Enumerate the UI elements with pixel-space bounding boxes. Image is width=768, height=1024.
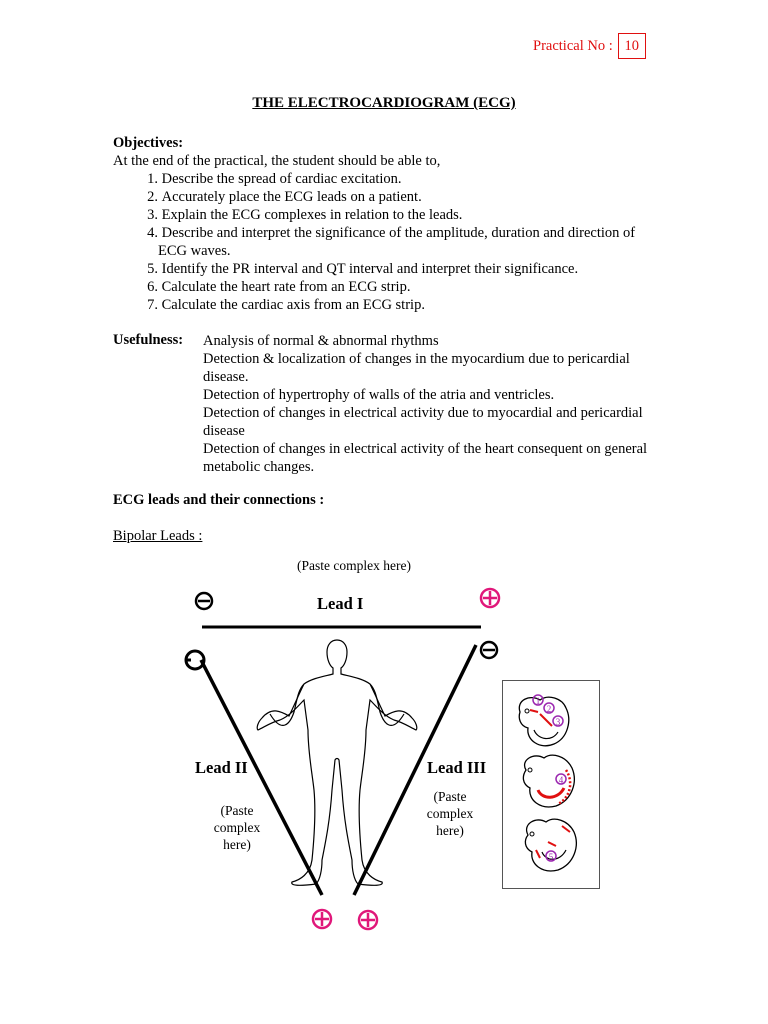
usefulness-item: Detection of changes in electrical activity due to myocardial and pericardial disease [203,405,643,439]
objective-item: 1. Describe the spread of cardiac excitation. [147,171,402,187]
negative-electrode-top-left [196,593,212,609]
usefulness-item: Detection of changes in electrical activity of the heart consequent on general metabolic changes. [203,441,648,475]
objective-item: 2. Accurately place the ECG leads on a patient. [147,189,422,205]
stage-label-2: 2 [546,704,552,714]
objective-item: 6. Calculate the heart rate from an ECG strip. [147,279,411,295]
ecg-leads-heading: ECG leads and their connections : [113,492,325,508]
objective-item: 4. Describe and interpret the significance of the amplitude, duration and direction of ECG waves. [147,225,636,259]
stage-label-5: 5 [548,852,554,862]
stage-label-4: 4 [558,775,564,785]
lead-1-label: Lead I [317,594,364,613]
usefulness-item: Detection & localization of changes in the myocardium due to pericardial disease. [203,351,630,385]
objectives-heading: Objectives: [113,135,184,151]
stage-label-3: 3 [555,717,561,727]
positive-electrode-top-right [481,589,499,607]
lead-2-label: Lead II [195,758,248,777]
positive-electrode-bottom-left [313,910,331,928]
usefulness-item: Detection of hypertrophy of walls of the atria and ventricles. [203,387,555,403]
bipolar-leads-heading: Bipolar Leads : [113,528,203,544]
page-title: THE ELECTROCARDIOGRAM (ECG) [252,95,516,111]
usefulness-item: Analysis of normal & abnormal rhythms [203,333,439,349]
objective-item: 5. Identify the PR interval and QT interval and interpret their significance. [147,261,579,277]
practical-label: Practical No : [533,37,613,54]
objectives-intro: At the end of the practical, the student should be able to, [113,153,441,169]
positive-electrode-bottom-right [359,911,377,929]
practical-number-box: 10 [618,33,646,59]
negative-electrode-right [481,642,497,658]
paste-complex-lead-2: (Paste complex here) [213,803,261,852]
cardiac-excitation-figure-box [502,680,600,889]
lead-3-label: Lead III [427,758,487,777]
paste-complex-lead-1: (Paste complex here) [297,558,411,573]
stage-label-1: 1 [535,696,541,706]
usefulness-label: Usefulness: [113,332,184,348]
objective-item: 7. Calculate the cardiac axis from an ECG strip. [147,297,425,313]
paste-complex-lead-3: (Paste complex here) [426,789,474,838]
human-body-outline-limbs [257,684,417,885]
objective-item: 3. Explain the ECG complexes in relation to the leads. [147,207,463,223]
